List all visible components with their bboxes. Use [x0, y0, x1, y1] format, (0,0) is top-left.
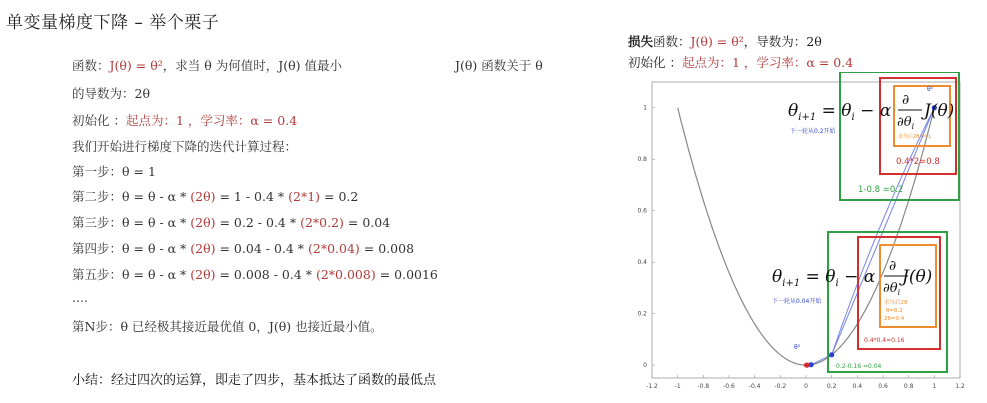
step-calc: (2*0.2) — [300, 215, 344, 230]
gradient-descent-chart — [618, 72, 978, 400]
loss-label: 损失 — [628, 34, 654, 49]
y-tick-label: 0.6 — [637, 207, 647, 215]
y-tick-label: 0.2 — [637, 310, 647, 318]
step-5 — [72, 265, 438, 283]
formula-2-partial: ∂ — [889, 258, 897, 274]
x-tick-label: 0.2 — [826, 383, 837, 390]
loss-formula: J(θ) = θ² — [690, 34, 744, 49]
box1-blue-note: 下一轮从0.2开始 — [790, 128, 836, 135]
x-tick-label: -0.2 — [774, 383, 787, 390]
box2-red-note: 0.4*0.4=0.16 — [864, 337, 905, 344]
step-result: = 0.04 — [343, 215, 391, 230]
y-tick-label: 0.4 — [637, 259, 647, 267]
step-calc: (2*0.04) — [308, 241, 360, 256]
function-line — [72, 56, 342, 74]
derivative-line-a: J(θ) 函数关于 θ — [455, 58, 543, 73]
x-tick-label: -0.6 — [723, 383, 735, 390]
step-1: 第一步：θ = 1 — [72, 164, 156, 179]
step-calc: (2*1) — [288, 189, 321, 204]
loss-label-rest: 函数： — [653, 34, 691, 49]
x-tick-label: 1 — [932, 383, 937, 390]
step-result: = 0.0016 — [375, 267, 438, 282]
step-text: = 0.2 - 0.4 * — [215, 215, 301, 230]
formula-1-partial: ∂ — [902, 92, 910, 108]
step-2 — [72, 187, 358, 205]
loss-derivative: ，导数为：2θ — [743, 34, 822, 49]
y-tick-label: 0 — [643, 362, 647, 370]
x-tick-label: 0.8 — [903, 383, 914, 390]
ellipsis: .... — [72, 290, 88, 305]
step-text: 第三步：θ = θ - α * — [72, 215, 191, 230]
right-init-label: 初始化 ： — [628, 55, 682, 70]
init-values: 起点为：1 ，学习率：α = 0.4 — [125, 113, 298, 128]
x-tick-label: -0.8 — [697, 383, 710, 390]
box2-green-note: 0.2-0.16 =0.04 — [836, 363, 882, 370]
step-calc: (2*0.008) — [315, 267, 376, 282]
function-question: ，求当 θ 为何值时，J(θ) 值最小 — [162, 58, 343, 73]
formula-2: $\theta_{i+1} = \theta_i - \alpha$ — [772, 267, 876, 289]
right-init-line — [628, 53, 853, 71]
step-3 — [72, 213, 390, 231]
step-text: 第四步：θ = θ - α * — [72, 241, 191, 256]
formula-1-partial-denom: $\partial\theta_i$ — [897, 115, 915, 131]
box1-red-note: 0.4*2=0.8 — [896, 157, 940, 167]
step-text: = 1 - 0.4 * — [215, 189, 289, 204]
step-text: 第五步：θ = θ - α * — [72, 267, 191, 282]
step-result: = 0.008 — [359, 241, 415, 256]
x-tick-label: -1 — [674, 383, 681, 390]
step-text: = 0.04 - 0.4 * — [215, 241, 309, 256]
point-label-theta0: θ⁰ — [927, 86, 934, 93]
init-label: 初始化 ： — [72, 113, 126, 128]
step-text: = 0.008 - 0.4 * — [215, 267, 316, 282]
descent-point — [829, 352, 834, 357]
right-init-values: 起点为：1 ，学习率：α = 0.4 — [681, 55, 854, 70]
y-tick-label: 0.8 — [637, 156, 647, 164]
x-tick-label: 0.6 — [878, 383, 888, 390]
box2-orange-note-2: θ=0.2 — [886, 308, 903, 314]
box2-orange-note-3: 2θ=0.4 — [884, 316, 905, 322]
x-tick-label: -1.2 — [646, 383, 658, 390]
point-label-theta3: θ³ — [794, 344, 801, 351]
box1-green-note: 1-0.8 =0.2 — [858, 185, 904, 195]
intro-line: 我们开始进行梯度下降的迭代计算过程： — [72, 139, 298, 154]
box1-orange-note: 求导后2θ θ=1 — [898, 134, 932, 140]
step-deriv: (2θ) — [190, 215, 216, 230]
step-n: 第N步：θ 已经极其接近最优值 0，J(θ) 也接近最小值。 — [72, 319, 383, 334]
x-tick-label: -0.4 — [748, 383, 761, 390]
step-text: 第二步：θ = θ - α * — [72, 189, 191, 204]
step-deriv: (2θ) — [190, 189, 216, 204]
function-label: 函数： — [72, 58, 110, 73]
step-4 — [72, 239, 414, 257]
x-tick-label: 0 — [804, 383, 808, 390]
function-formula: J(θ) = θ² — [109, 58, 163, 73]
box2-orange-note-1: 求导后2θ — [884, 300, 908, 306]
y-tick-label: 1 — [643, 104, 647, 112]
summary: 小结：经过四次的运算，即走了四步，基本抵达了函数的最低点 — [72, 373, 437, 388]
minimum-point — [804, 363, 808, 367]
formula-1: $\theta_{i+1} = \theta_i - \alpha$ — [788, 101, 892, 123]
derivative-line-b: 的导数为：2θ — [72, 86, 150, 101]
step-deriv: (2θ) — [190, 267, 216, 282]
loss-function-line — [628, 32, 822, 50]
x-tick-label: 1.2 — [955, 383, 965, 390]
formula-1-J: J(θ) — [924, 101, 955, 121]
init-line — [72, 111, 297, 129]
chart-ticks — [637, 105, 964, 390]
step-result: = 0.2 — [320, 189, 359, 204]
step-deriv: (2θ) — [190, 241, 216, 256]
box2-blue-note: 下一轮从0.04开始 — [772, 298, 822, 305]
formula-2-partial-denom: $\partial\theta_i$ — [883, 281, 901, 297]
x-tick-label: 0.4 — [852, 383, 863, 390]
formula-2-J: J(θ) — [902, 267, 933, 287]
page-title: 单变量梯度下降 – 举个栗子 — [6, 13, 220, 33]
